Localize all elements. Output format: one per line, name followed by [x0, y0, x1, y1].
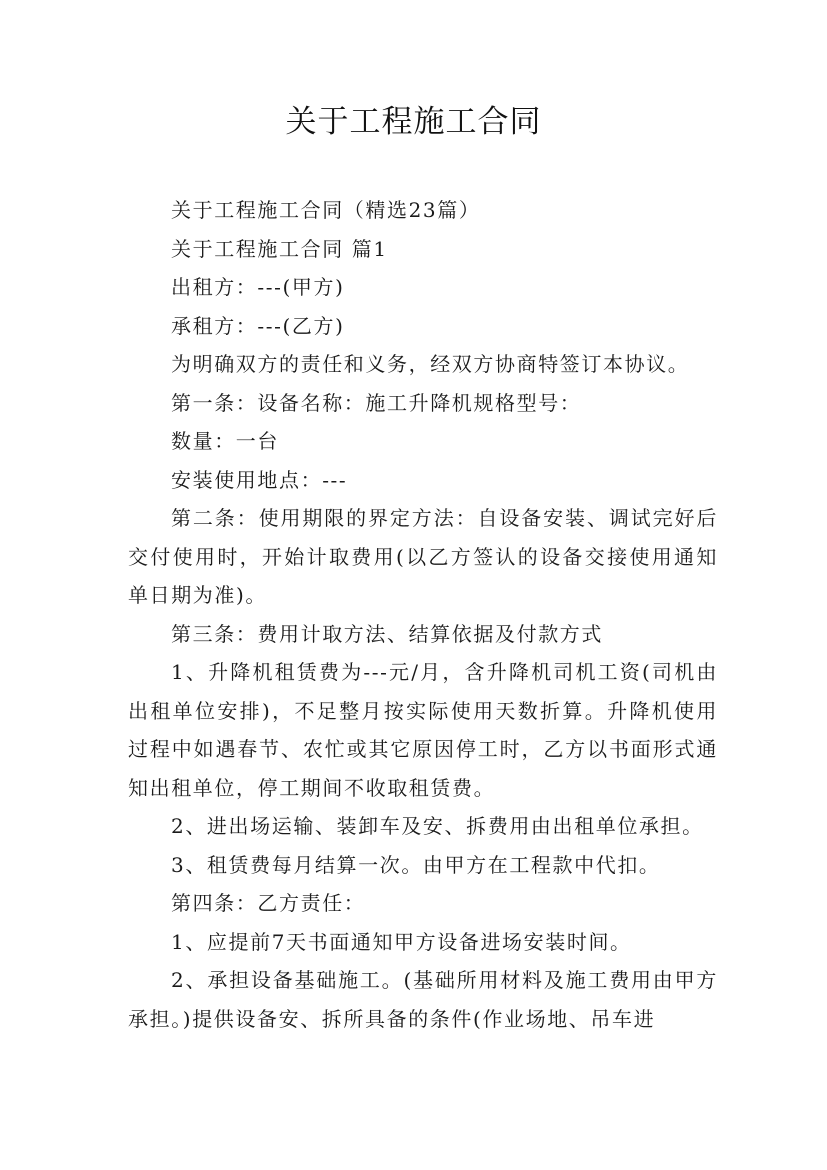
paragraph-article-3-item-2: 2、进出场运输、装卸车及安、拆费用由出租单位承担。 [171, 814, 704, 838]
paragraph-article-4: 第四条：乙方责任： [171, 891, 366, 915]
paragraph-article-3: 第三条：费用计取方法、结算依据及付款方式 [171, 621, 603, 646]
paragraph-lessee: 承租方：---(乙方) [171, 313, 345, 338]
paragraph-article-4-item-1: 1、应提前7天书面通知甲方设备进场安装时间。 [171, 929, 632, 954]
paragraph-article-3-item-3: 3、租赁费每月结算一次。由甲方在工程款中代扣。 [171, 852, 661, 877]
paragraph-subtitle: 关于工程施工合同（精选23篇） [171, 198, 481, 222]
paragraph-purpose: 为明确双方的责任和义务，经双方协商特签订本协议。 [171, 352, 690, 376]
document-title: 关于工程施工合同 [285, 104, 542, 140]
paragraph-lessor: 出租方：---(甲方) [171, 275, 345, 299]
paragraph-article-4-item-2: 2、承担设备基础施工。(基础所用材料及施工费用由甲方承担。)提供设备安、拆所具备的条件(作业场地、吊车进 [128, 968, 718, 1031]
paragraph-article-2: 第二条：使用期限的界定方法：自设备安装、调试完好后交付使用时，开始计取费用(以乙方签认的设备交接使用通知单日期为准)。 [128, 506, 718, 607]
paragraph-section-heading: 关于工程施工合同 篇1 [171, 236, 388, 261]
paragraph-quantity: 数量：一台 [171, 429, 279, 453]
paragraph-article-3-item-1: 1、升降机租赁费为---元/月，含升降机司机工资(司机由出租单位安排)，不足整月按实际使用天数折算。升降机使用过程中如遇春节、农忙或其它原因停工时，乙方以书面形式通知出租单位，停工期间不收取租赁费。 [128, 660, 718, 800]
paragraph-location: 安装使用地点：--- [171, 467, 348, 492]
paragraph-article-1: 第一条：设备名称：施工升降机规格型号： [171, 390, 582, 415]
document-body [128, 191, 718, 1038]
